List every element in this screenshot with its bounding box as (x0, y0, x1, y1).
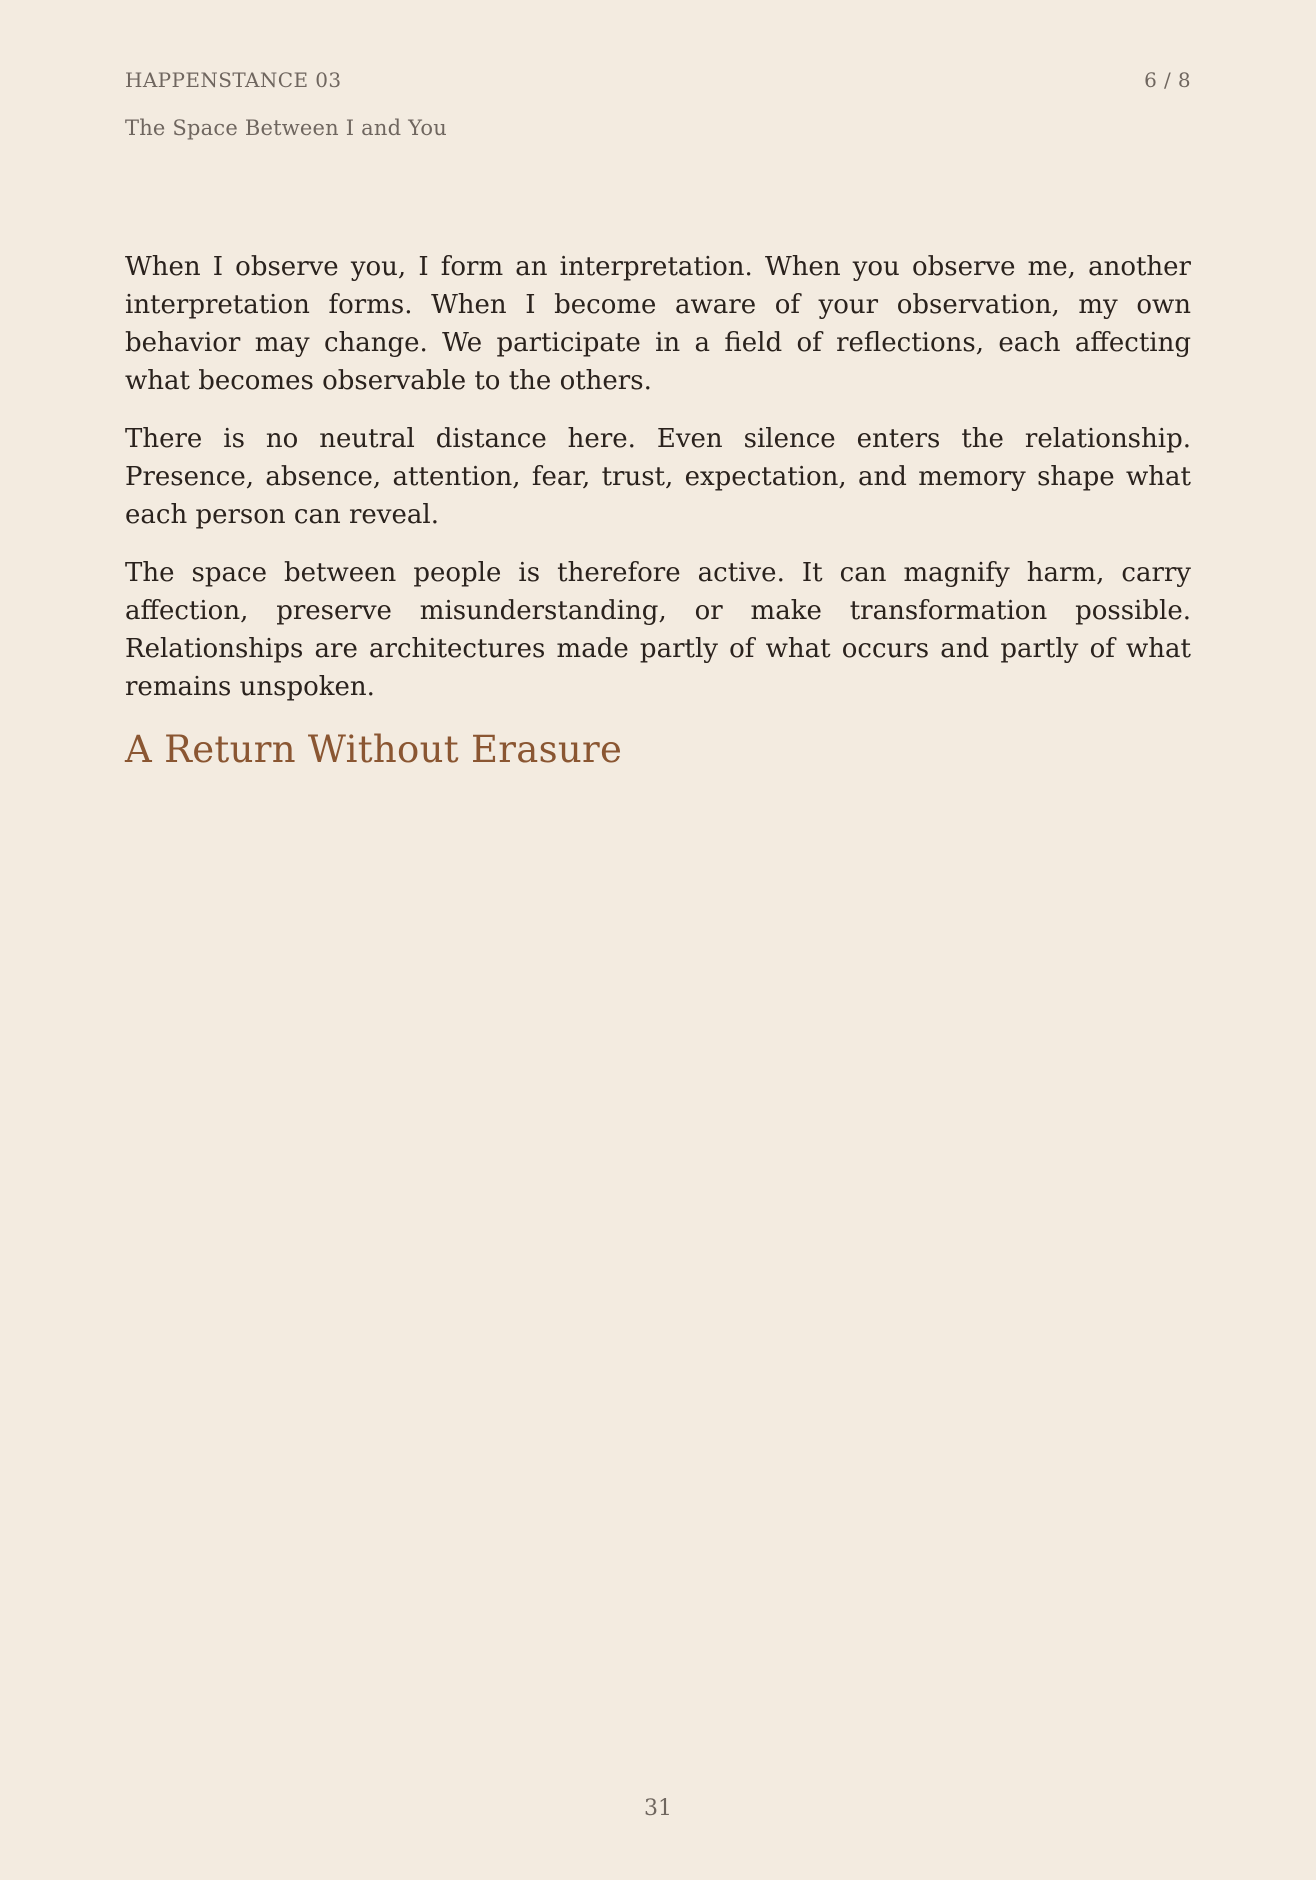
chapter-subtitle: The Space Between I and You (125, 116, 447, 140)
section-position: 6 / 8 (1144, 68, 1191, 92)
page-number: 31 (644, 1796, 672, 1821)
paragraph: The space between people is therefore active. It can magnify harm, carry affection, preserve misunderstanding, or make transformation possible. Relationships are architectures made partly of what occurs and partly of what remains unspoken. (125, 558, 1191, 702)
running-header (125, 68, 1191, 98)
paragraph: When I observe you, I form an interpretation. When you observe me, another interpretation forms. When I become aware of your observation, my own behavior may change. We participate in a field of reflections, each affecting what becomes observable to the others. (125, 252, 1191, 396)
body-text (125, 248, 1191, 774)
paragraph: There is no neutral distance here. Even silence enters the relationship. Presence, absence, attention, fear, trust, expectation, and memory shape what each person can reveal. (125, 424, 1191, 530)
series-label: HAPPENSTANCE 03 (125, 68, 342, 92)
section-heading: A Return Without Erasure (125, 728, 623, 771)
